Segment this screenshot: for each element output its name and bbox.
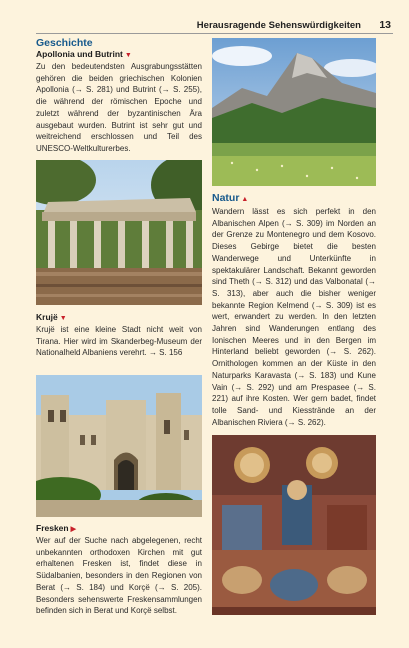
natur-text: Wandern lässt es sich perfekt in den Albanischen Alpen (→ S. 309) im Norden an der Grenze zu Montenegro und dem Kosovo. Dieses Gebirge bietet die besten Wanderwege und Unterkünfte in spektakulärer Landschaft. Bekannt geworden sind Theth (→ S. 312) und das Valbonatal (→ S. 313), aber auch die bisher weniger bekannte Region Kelmend (→ S. 309) ist es wert, erwandert zu werden. In den letzten Jahren sind Wanderungen entlang des Ionischen Meeres und in den Bergen im Hinterland beliebt geworden (→ S. 262). Ornithologen kommen an der Küste in den Naturparks Karavasta (→ S. 183) und Kune Vain (→ S. 292) und am Prespasee (→ S. 221) auf ihre Kosten. Wer gern badet, findet tolle Sand- und Kiesstrände an der Albanischen Riviera (→ S. 262). xyxy=(212,207,376,427)
section-heading-natur xyxy=(212,192,376,206)
subheading-kruje xyxy=(36,312,202,324)
photo-apollonia-ruins xyxy=(36,160,202,305)
subheading-apollonia-label: Apollonia und Butrint xyxy=(36,49,123,59)
section-fresken xyxy=(36,523,202,617)
geschichte-text: Zu den bedeutendsten Ausgrabungsstätten gehören die beiden griechischen Kolonien Apollonia (→ S. 281) und Butrint (→ S. 255), die während der römischen Epoche und zuletzt während der byzantinischen Ära ausgebaut wurden. Butrint ist sehr gut und weitreichend erschlossen und Teil des UNESCO-Weltkulturerbes. xyxy=(36,62,202,153)
subheading-apollonia xyxy=(36,49,202,61)
arrow-right-icon: ▶ xyxy=(70,526,76,533)
running-title: Herausragende Sehenswürdigkeiten xyxy=(196,20,361,31)
section-kruje xyxy=(36,312,202,359)
arrow-up-icon: ▲ xyxy=(241,196,249,203)
section-heading-natur-label: Natur xyxy=(212,192,240,204)
subheading-fresken-label: Fresken xyxy=(36,523,69,533)
page-number: 13 xyxy=(379,19,391,31)
photo-kruje-castle xyxy=(36,375,202,517)
fresken-text: Wer auf der Suche nach abgelegenen, recht unbekannten orthodoxen Kirchen mit gut erhaltenen Fresken ist, findet diese in Südalbanien, besonders in den Regionen von Berat (→ S. 184) und Korçë (→ S. 205). Besonders sehenswerte Freskensammlungen befinden sich in Berat und Korçë selbst. xyxy=(36,536,202,616)
section-geschichte xyxy=(36,37,202,155)
arrow-down-icon: ▼ xyxy=(59,315,67,322)
arrow-down-icon: ▼ xyxy=(124,52,132,59)
page-header xyxy=(0,0,409,34)
section-natur xyxy=(212,192,376,428)
photo-fresco xyxy=(212,435,376,615)
subheading-fresken xyxy=(36,523,202,535)
header-rule xyxy=(36,33,393,34)
section-heading-geschichte: Geschichte xyxy=(36,37,93,49)
photo-albanian-alps xyxy=(212,38,376,186)
subheading-kruje-label: Krujë xyxy=(36,312,58,322)
kruje-text: Krujë ist eine kleine Stadt nicht weit von Tirana. Hier wird im Skanderbeg-Museum der Nationalheld Albaniens verehrt. → S. 156 xyxy=(36,325,202,358)
